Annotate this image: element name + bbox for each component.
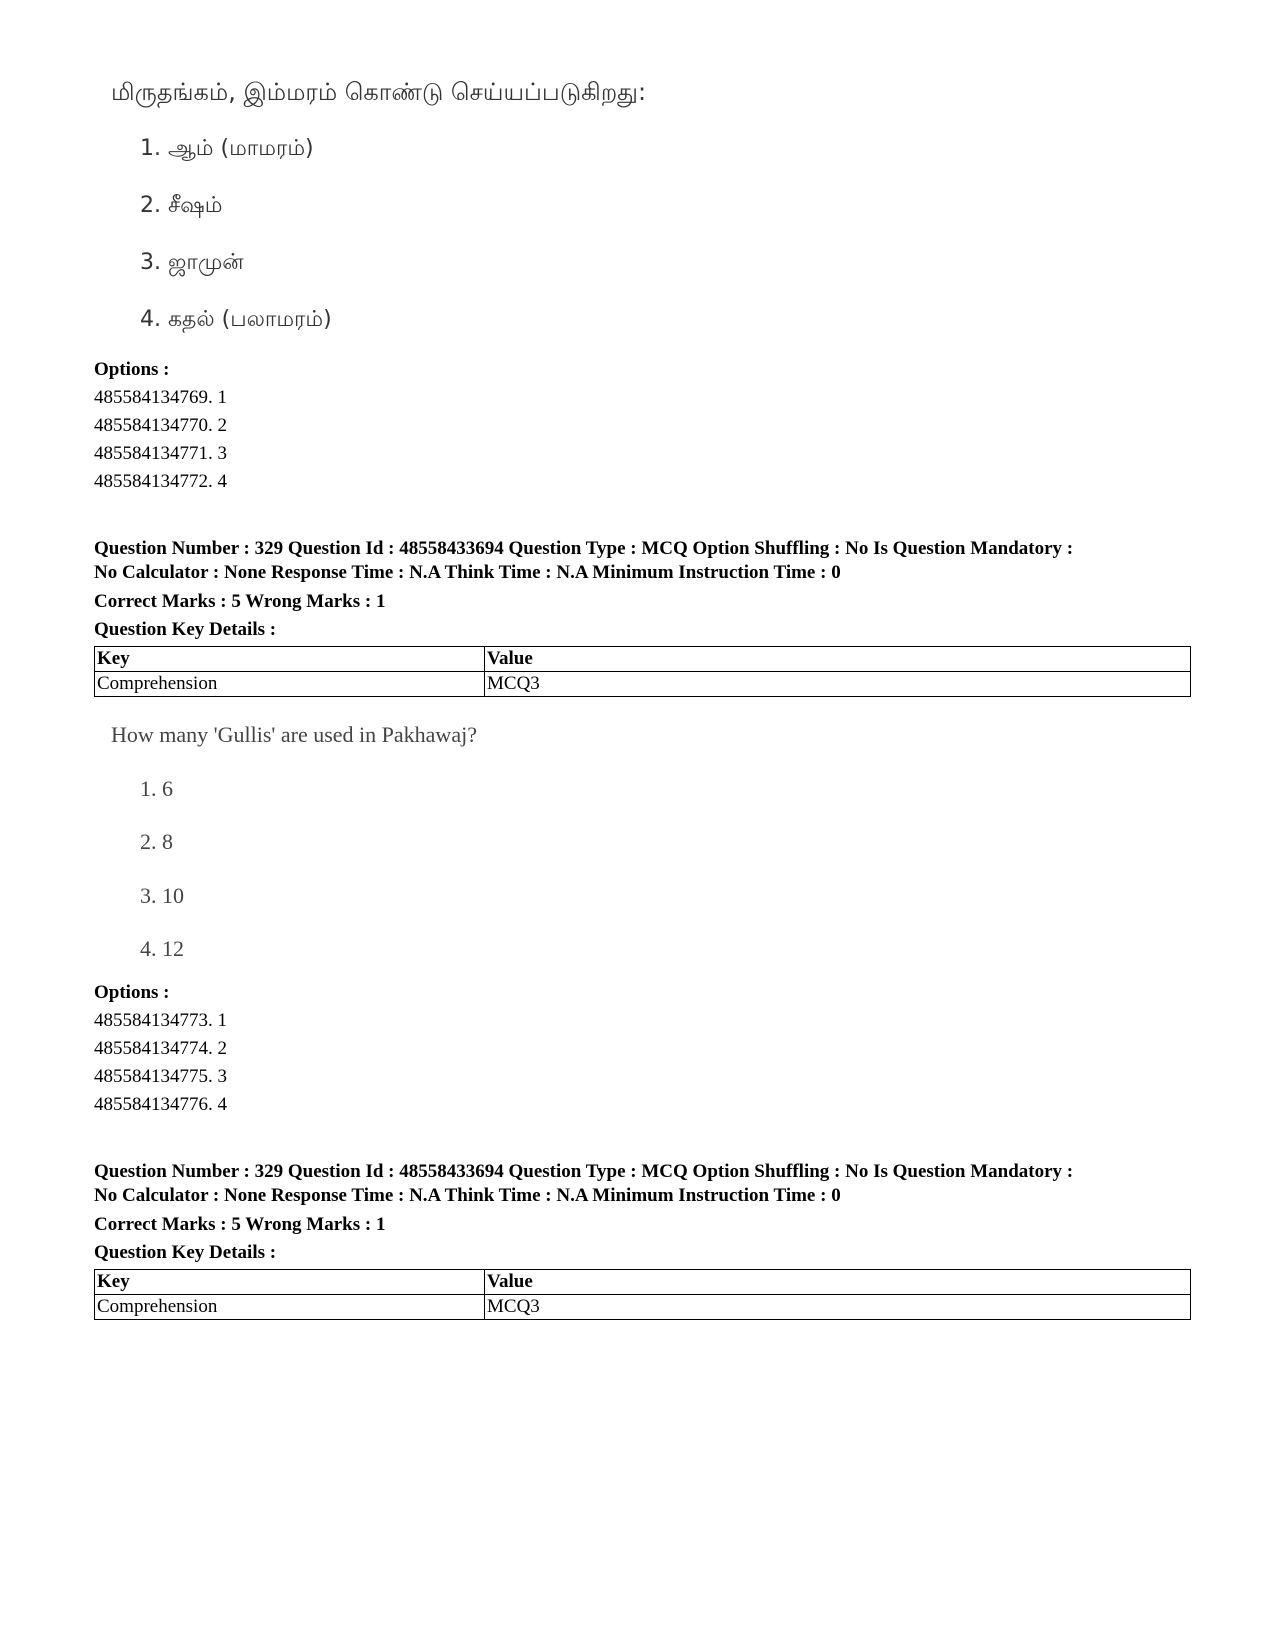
choice-3: 3. ஜாமுன்: [140, 250, 244, 275]
option-line: 485584134776. 4: [94, 1094, 227, 1115]
option-line: 485584134773. 1: [94, 1010, 227, 1031]
option-line: 485584134772. 4: [94, 471, 227, 492]
table-row: [95, 672, 1191, 697]
choice-4: 4. கதல் (பலாமரம்): [140, 307, 332, 332]
table-cell-value: MCQ3: [485, 672, 1191, 697]
table-cell-key: Comprehension: [95, 672, 485, 697]
question-meta-line1: Question Number : 329 Question Id : 48558433694 Question Type : MCQ Option Shuffling : No Is Question Mandatory :: [94, 1161, 1074, 1182]
table-header-key: Key: [95, 1270, 485, 1295]
key-details-table: [94, 646, 1191, 697]
options-label: Options :: [94, 359, 170, 380]
option-line: 485584134775. 3: [94, 1066, 227, 1087]
key-details-label: Question Key Details :: [94, 619, 277, 640]
key-details-label: Question Key Details :: [94, 1242, 277, 1263]
options-label: Options :: [94, 982, 170, 1003]
table-cell-value: MCQ3: [485, 1295, 1191, 1320]
marks-line: Correct Marks : 5 Wrong Marks : 1: [94, 591, 386, 612]
choice-2: 2. சீஷம்: [140, 193, 223, 218]
option-line: 485584134774. 2: [94, 1038, 227, 1059]
choice-4: 4. 12: [140, 936, 184, 961]
question-text: மிருதங்கம், இம்மரம் கொண்டு செய்யப்படுகிறது:: [111, 78, 647, 106]
key-details-table: [94, 1269, 1191, 1320]
choice-1: 1. ஆம் (மாமரம்): [140, 136, 314, 161]
table-header-row: [95, 1270, 1191, 1295]
question-meta-line2: No Calculator : None Response Time : N.A Think Time : N.A Minimum Instruction Time : 0: [94, 562, 841, 583]
choice-1: 1. 6: [140, 776, 173, 801]
option-line: 485584134771. 3: [94, 443, 227, 464]
choice-3: 3. 10: [140, 883, 184, 908]
table-row: [95, 1295, 1191, 1320]
marks-line: Correct Marks : 5 Wrong Marks : 1: [94, 1214, 386, 1235]
choice-2: 2. 8: [140, 829, 173, 854]
question-meta-line2: No Calculator : None Response Time : N.A Think Time : N.A Minimum Instruction Time : 0: [94, 1185, 841, 1206]
option-line: 485584134769. 1: [94, 387, 227, 408]
option-line: 485584134770. 2: [94, 415, 227, 436]
table-header-key: Key: [95, 647, 485, 672]
question-text: How many 'Gullis' are used in Pakhawaj?: [111, 722, 477, 747]
table-header-value: Value: [485, 1270, 1191, 1295]
table-header-value: Value: [485, 647, 1191, 672]
question-meta-line1: Question Number : 329 Question Id : 48558433694 Question Type : MCQ Option Shuffling : No Is Question Mandatory :: [94, 538, 1074, 559]
table-header-row: [95, 647, 1191, 672]
table-cell-key: Comprehension: [95, 1295, 485, 1320]
